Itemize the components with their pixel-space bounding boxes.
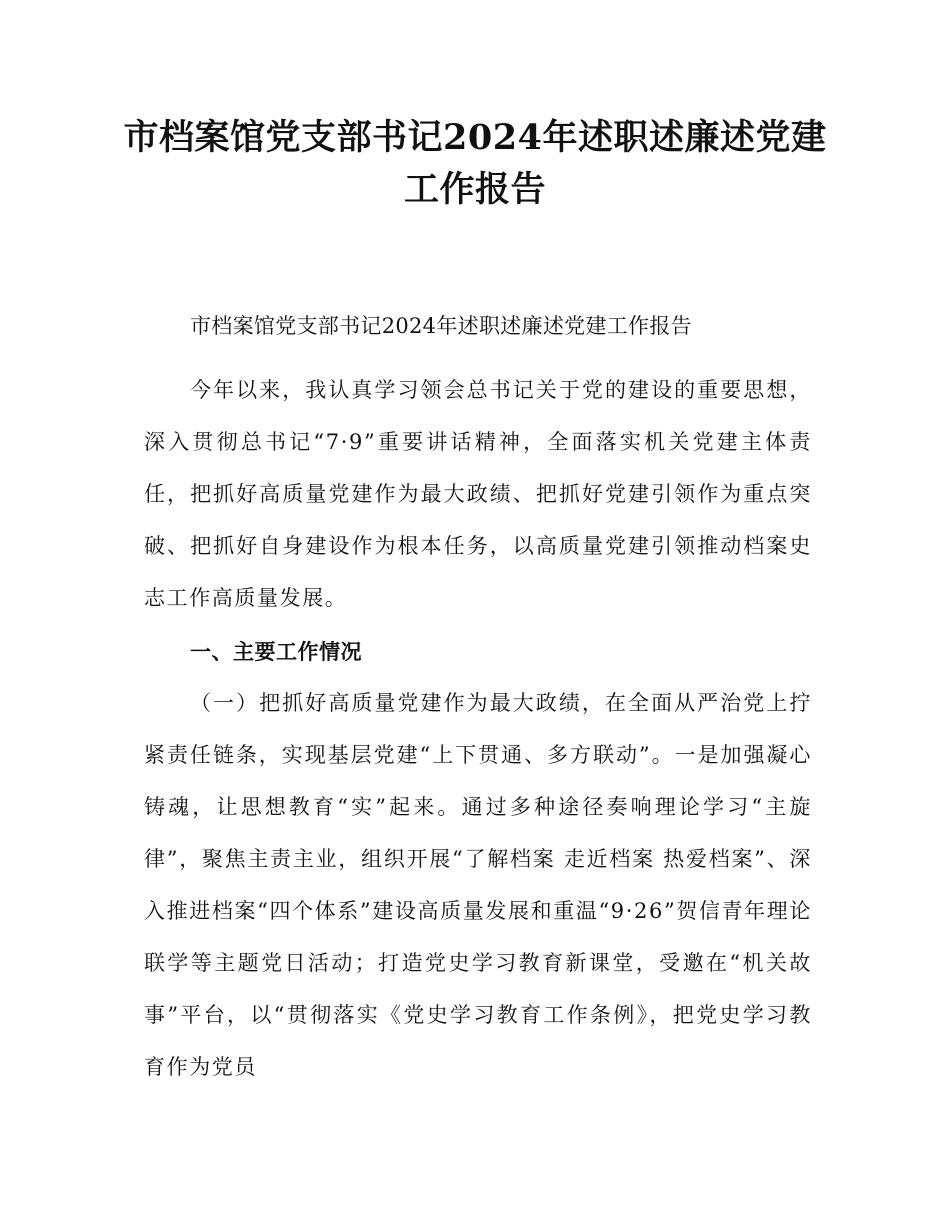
section-heading: 一、主要工作情况: [190, 640, 362, 664]
section-paragraph: （一）把抓好高质量党建作为最大政绩，在全面从严治党上拧紧责任链条，实现基层党建“上下贯通、多方联动”。一是加强凝心铸魂，让思想教育“实”起来。通过多种途径奏响理论学习“主旋律”，聚焦主责主业，组织开展“了解档案 走近档案 热爱档案”、深入推进档案“四个体系”建设高质量发展和重温“9·26”贺信青年理论联学等主题党日活动；打造党史学习教育新课堂，受邀在“机关故事”平台，以“贯彻落实《党史学习教育工作条例》，把党史学习教育作为党员: [144, 691, 812, 1079]
document-title: 市档案馆党支部书记2024年述职述廉述党建工作报告: [123, 117, 827, 210]
intro-paragraph: 今年以来，我认真学习领会总书记关于党的建设的重要思想，深入贯彻总书记“7·9”重要讲话精神，全面落实机关党建主体责任，把抓好高质量党建作为最大政绩、把抓好党建引领作为重点突破、把抓好自身建设作为根本任务，以高质量党建引领推动档案史志工作高质量发展。: [144, 378, 812, 610]
document-subtitle: 市档案馆党支部书记2024年述职述廉述党建工作报告: [190, 314, 692, 338]
